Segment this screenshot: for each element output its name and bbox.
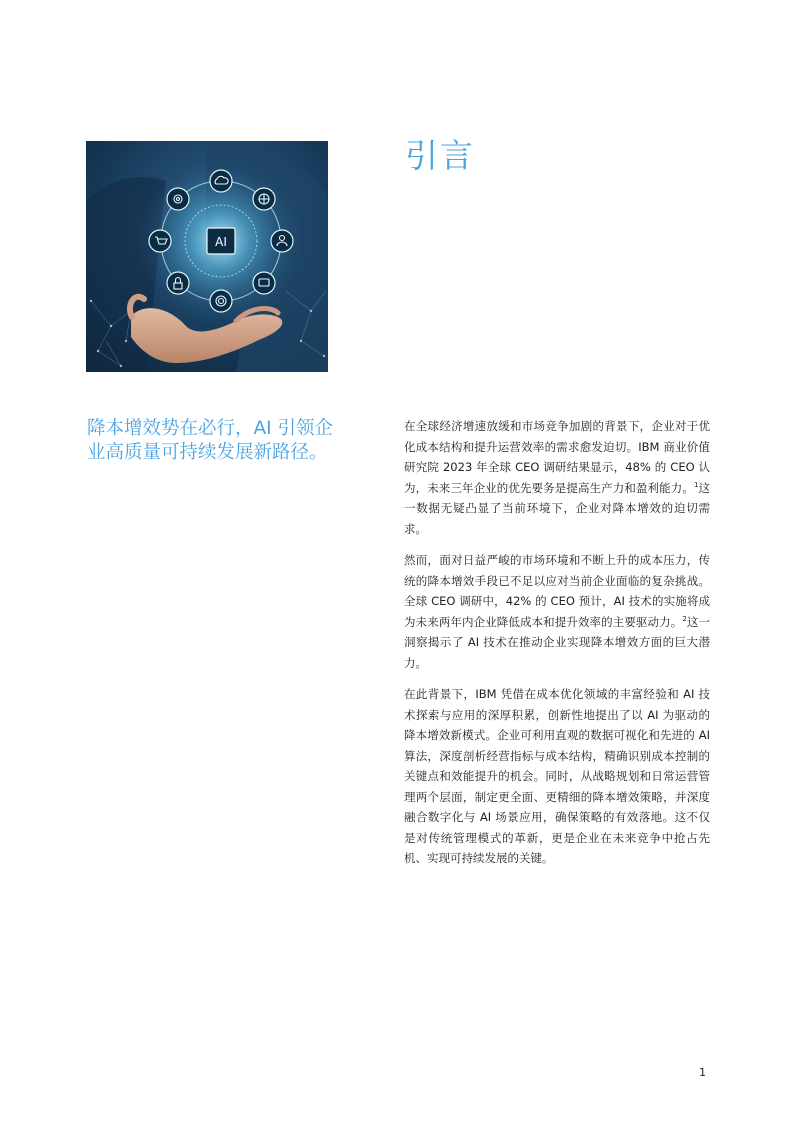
footnote-ref-1: 1	[693, 480, 699, 489]
paragraph-1: 在全球经济增速放缓和市场竞争加剧的背景下，企业对于优化成本结构和提升运营效率的需求愈发迫切。IBM 商业价值研究院 2023 年全球 CEO 调研结果显示，48% 的 CEO 认为，未来三年企业的优先要务是提高生产力和盈利能力。$^1$这一数据无疑凸显了当前环境下，企业对降本增效的迫切需求。	[404, 419, 711, 536]
body-text	[404, 416, 710, 880]
page-number: 1	[699, 1066, 706, 1079]
ai-hand-illustration	[86, 141, 328, 372]
ai-chip-label: AI	[215, 235, 227, 249]
paragraph-2: 然而，面对日益严峻的市场环境和不断上升的成本压力，传统的降本增效手段已不足以应对当前企业面临的复杂挑战。全球 CEO 调研中，42% 的 CEO 预计，AI 技术的实施将成为未来两年内企业降低成本和提升效率的主要驱动力。$^2$这一洞察揭示了 AI 技术在推动企业实现降本增效方面的巨大潜力。	[404, 553, 711, 670]
page-title: 引言	[405, 136, 475, 175]
hero-image	[86, 141, 328, 372]
footnote-ref-2: 2	[682, 614, 687, 623]
page-subtitle: 降本增效势在必行，AI 引领企业高质量可持续发展新路径。	[87, 418, 333, 463]
paragraph-3: 在此背景下，IBM 凭借在成本优化领域的丰富经验和 AI 技术探索与应用的深厚积累，创新性地提出了以 AI 为驱动的降本增效新模式。企业可利用直观的数据可视化和先进的 AI 算法，深度剖析经营指标与成本结构，精确识别成本控制的关键点和效能提升的机会。同时，从战略规划和日常运营管理两个层面，制定更全面、更精细的降本增效策略，并深度融合数字化与 AI 场景应用，确保策略的有效落地。这不仅是对传统管理模式的革新，更是企业在未来竞争中抢占先机、实现可持续发展的关键。	[404, 687, 710, 865]
